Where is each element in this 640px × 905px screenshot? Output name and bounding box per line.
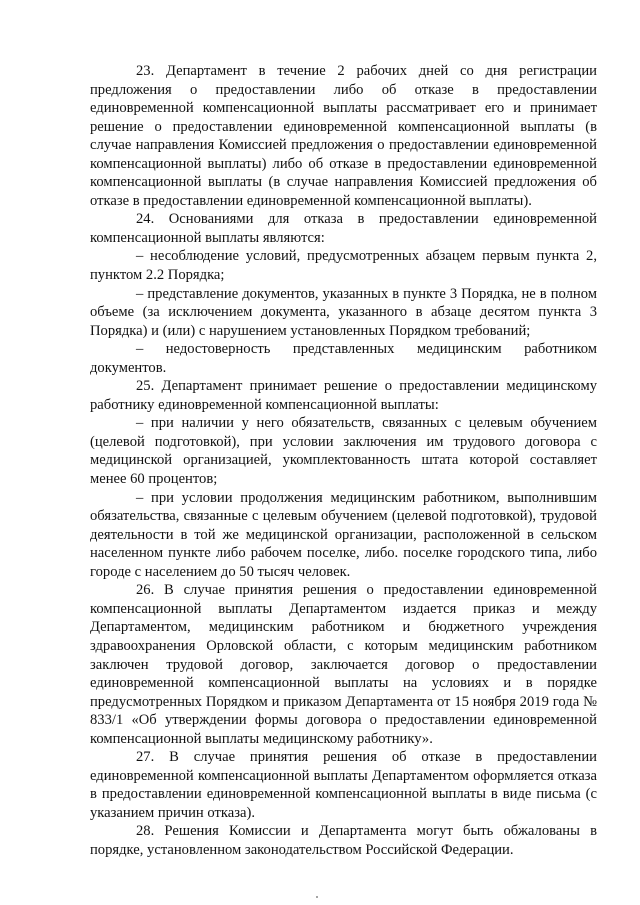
paragraph-28: 28. Решения Комиссии и Департамента могут быть обжалованы в порядке, установленном законодательством Российской Федерации. (90, 823, 597, 858)
page-speck (316, 896, 318, 898)
list-item-reason-1: – несоблюдение условий, предусмотренных абзацем первым пункта 2, пунктом 2.2 Порядка; (90, 248, 597, 284)
list-item-reason-2: – представление документов, указанных в пункте 3 Порядка, не в полном объеме (за исключением документа, указанного в абзаце десятом пункта 3 Порядка) и (или) с нарушением установленных Порядком требований; (90, 285, 597, 339)
paragraph-27: 27. В случае принятия решения об отказе в предоставлении единовременной компенсационной выплаты Департаментом оформляется отказа в предоставлении единовременной компенсационной выплаты в виде письма (с указанием причин отказа). (90, 749, 597, 821)
paragraph-24: 24. Основаниями для отказа в предоставлении единовременной компенсационной выплаты являются: (90, 211, 597, 246)
document-page (90, 62, 597, 860)
list-item-condition-2: – при условии продолжения медицинским работником, выполнившим обязательства, связанные с целевым обучением (целевой подготовкой), трудовой деятельности в той же медицинской организации, расположенной в сельском населенном пункте либо рабочем поселке, либо. поселке городского типа, либо городе с населением до 50 тысяч человек. (90, 489, 597, 580)
paragraph-23: 23. Департамент в течение 2 рабочих дней со дня регистрации предложения о предоставлении либо об отказе в предоставлении единовременной компенсационной выплаты рассматривает его и принимает решение о предоставлении единовременной компенсационной выплаты (в случае направления Комиссией предложения о предоставлении единовременной компенсационной выплаты) либо об отказе в предоставлении единовременной компенсационной выплаты (в случае направления Комиссией предложения об отказе в предоставлении единовременной компенсационной выплаты). (90, 63, 597, 209)
list-item-condition-1: – при наличии у него обязательств, связанных с целевым обучением (целевой подготовкой), при условии заключения им трудового договора с медицинской организацией, укомплектованность штата которой составляет менее 60 процентов; (90, 415, 597, 488)
paragraph-26: 26. В случае принятия решения о предоставлении единовременной компенсационной выплаты Департаментом издается приказ и между Департаментом, медицинским работником и бюджетного учреждения здравоохранения Орловской области, с которым медицинским работником заключен трудовой договор, заключается договор о предоставлении единовременной компенсационной выплаты на условиях и в порядке предусмотренных Порядком и приказом Департамента от 15 ноября 2019 года № 833/1 «Об утверждении формы договора о предоставлении единовременной компенсационной выплаты медицинскому работнику». (90, 582, 597, 747)
list-item-reason-3: – недостоверность представленных медицинским работником документов. (90, 341, 597, 376)
paragraph-25: 25. Департамент принимает решение о предоставлении медицинскому работнику единовременной компенсационной выплаты: (90, 378, 597, 413)
